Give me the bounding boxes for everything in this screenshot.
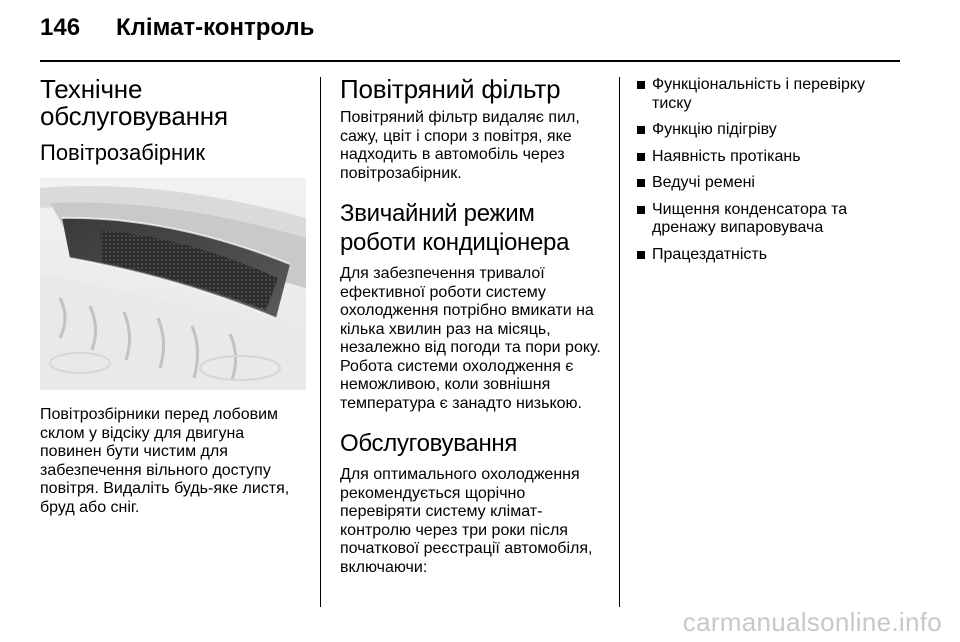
bullet-square-icon	[637, 153, 645, 161]
list-item	[636, 121, 898, 140]
column-divider-1	[320, 77, 321, 607]
header-rule	[40, 60, 900, 62]
list-item	[636, 174, 898, 193]
bullet-square-icon	[637, 81, 645, 89]
air-intake-paragraph: Повітрозбірники перед лобовим склом у відсіку для двигуна повинен бути чистим для забезпечення вільного доступу повітря. Видаліть будь-яке листя, бруд або сніг.	[40, 406, 290, 516]
bullet-square-icon	[637, 206, 645, 214]
column-left	[40, 76, 306, 517]
list-item	[636, 148, 898, 167]
page-header	[40, 14, 314, 48]
list-item	[636, 246, 898, 265]
column-divider-2	[619, 77, 620, 607]
bullet-square-icon	[637, 126, 645, 134]
section-title: Клімат-контроль	[116, 14, 315, 41]
column-right	[636, 76, 898, 272]
service-checklist	[636, 76, 898, 264]
list-item-text: Чищення конденсатора та дренажу випаровувача	[652, 200, 848, 236]
list-item-text: Функціональність і перевірку тиску	[652, 76, 866, 112]
list-item-text: Працездатність	[652, 245, 768, 263]
air-intake-heading: Повітрозабірник	[40, 140, 206, 165]
bullet-square-icon	[637, 251, 645, 259]
column-middle	[340, 76, 606, 577]
service-heading: Обслуговування	[340, 430, 518, 457]
list-item-text: Ведучі ремені	[652, 174, 755, 191]
list-item-text: Функцію підігріву	[652, 121, 777, 138]
ac-regular-operation-heading: Звичайний режим роботи кондиціонера	[340, 200, 570, 256]
list-item	[636, 76, 898, 113]
air-intake-illustration-icon	[40, 178, 306, 390]
list-item	[636, 201, 898, 238]
watermark-text: carmanualsonline.info	[682, 607, 942, 637]
list-item-text: Наявність протікань	[652, 147, 801, 165]
service-paragraph: Для оптимального охолодження рекомендується щорічно перевіряти систему клімат-контролю через три роки після початкової реєстрації автомобіля, включаючи:	[340, 466, 593, 576]
ac-regular-operation-paragraph: Для забезпечення тривалої ефективної роботи систему охолодження потрібно вмикати на кілька хвилин раз на місяць, незалежно від погоди та пори року. Робота системи охолодження є неможливою, коли зовнішня температура є занадто низькою.	[340, 265, 601, 412]
page-number: 146	[40, 14, 81, 41]
air-filter-heading: Повітряний фільтр	[340, 74, 561, 104]
maintenance-heading: Технічне обслуговування	[40, 74, 228, 131]
bullet-square-icon	[637, 179, 645, 187]
air-filter-paragraph: Повітряний фільтр видаляє пил, сажу, цвіт і спори з повітря, яке надходить в автомобіль через повітрозабірник.	[340, 109, 580, 182]
